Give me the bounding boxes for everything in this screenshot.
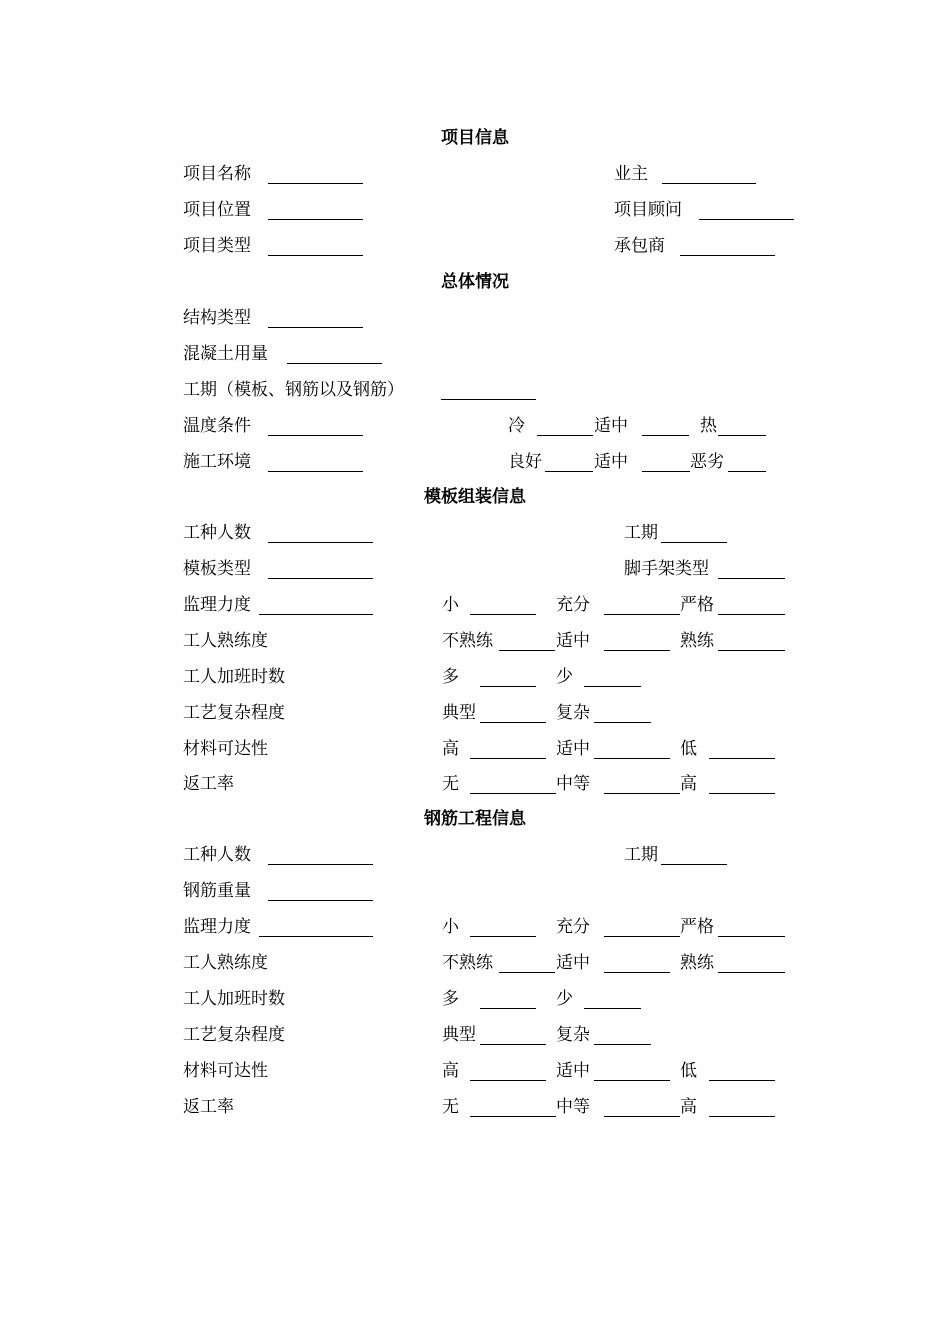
label-rb-rework: 返工率 xyxy=(183,1097,234,1117)
label-rb-ot-few: 少 xyxy=(556,989,573,1009)
label-fw-workers: 工种人数 xyxy=(183,523,251,543)
fw-cx-typical-blank[interactable] xyxy=(480,722,546,723)
environment-blank[interactable] xyxy=(268,471,363,472)
label-fw-overtime: 工人加班时数 xyxy=(183,667,285,687)
label-fw-duration: 工期 xyxy=(624,523,658,543)
label-temp-hot: 热 xyxy=(700,416,717,436)
env-bad-blank[interactable] xyxy=(728,471,766,472)
row-rb-weight xyxy=(0,880,950,904)
row-project-name xyxy=(0,163,950,187)
rb-rw-none-blank[interactable] xyxy=(470,1116,556,1117)
label-fw-rw-none: 无 xyxy=(442,774,459,794)
label-rb-material: 材料可达性 xyxy=(183,1061,268,1081)
row-fw-type xyxy=(0,558,950,582)
row-fw-supervision xyxy=(0,594,950,618)
label-rb-rw-high: 高 xyxy=(680,1097,697,1117)
label-fw-skill: 工人熟练度 xyxy=(183,631,268,651)
project-location-blank[interactable] xyxy=(268,219,363,220)
label-rb-mat-mid: 适中 xyxy=(556,1061,590,1081)
row-rb-rework xyxy=(0,1096,950,1120)
rb-ot-many-blank[interactable] xyxy=(480,1008,536,1009)
label-rb-workers: 工种人数 xyxy=(183,845,251,865)
row-fw-material xyxy=(0,738,950,762)
project-name-blank[interactable] xyxy=(268,183,363,184)
row-fw-complexity xyxy=(0,702,950,726)
rb-skill-low-blank[interactable] xyxy=(499,972,555,973)
rb-skill-mid-blank[interactable] xyxy=(604,972,670,973)
row-project-type xyxy=(0,235,950,259)
contractor-blank[interactable] xyxy=(680,255,775,256)
fw-duration-blank[interactable] xyxy=(661,542,727,543)
rb-sup-strict-blank[interactable] xyxy=(718,936,785,937)
rb-supervision-blank[interactable] xyxy=(259,936,373,937)
label-temp-moderate: 适中 xyxy=(594,416,628,436)
fw-ot-few-blank[interactable] xyxy=(584,686,641,687)
label-env-good: 良好 xyxy=(508,452,542,472)
fw-workers-blank[interactable] xyxy=(268,542,373,543)
label-environment: 施工环境 xyxy=(183,452,251,472)
row-fw-skill xyxy=(0,630,950,654)
section-title-rebar: 钢筋工程信息 xyxy=(424,809,526,829)
rb-mat-low-blank[interactable] xyxy=(709,1080,775,1081)
structure-type-blank[interactable] xyxy=(268,327,363,328)
label-rb-sup-adequate: 充分 xyxy=(556,917,590,937)
fw-type-blank[interactable] xyxy=(268,578,373,579)
label-rb-skill: 工人熟练度 xyxy=(183,953,268,973)
label-rb-mat-low: 低 xyxy=(680,1061,697,1081)
label-fw-skill-high: 熟练 xyxy=(680,631,714,651)
row-concrete-volume xyxy=(0,343,950,367)
row-fw-workers xyxy=(0,522,950,546)
section-title-formwork: 模板组装信息 xyxy=(424,487,526,507)
label-rb-weight: 钢筋重量 xyxy=(183,881,251,901)
label-fw-type: 模板类型 xyxy=(183,559,251,579)
rb-cx-typical-blank[interactable] xyxy=(480,1044,546,1045)
label-rb-skill-low: 不熟练 xyxy=(442,953,493,973)
label-fw-mat-high: 高 xyxy=(442,739,459,759)
fw-sup-strict-blank[interactable] xyxy=(718,614,785,615)
rb-workers-blank[interactable] xyxy=(268,864,373,865)
label-structure-type: 结构类型 xyxy=(183,308,251,328)
row-temperature xyxy=(0,415,950,439)
label-rb-rw-none: 无 xyxy=(442,1097,459,1117)
label-project-location: 项目位置 xyxy=(183,200,251,220)
label-rb-cx-complex: 复杂 xyxy=(556,1025,590,1045)
label-contractor: 承包商 xyxy=(614,236,665,256)
row-duration xyxy=(0,379,950,403)
fw-sup-adequate-blank[interactable] xyxy=(604,614,680,615)
rb-sup-adequate-blank[interactable] xyxy=(604,936,680,937)
label-fw-ot-few: 少 xyxy=(556,667,573,687)
label-rb-mat-high: 高 xyxy=(442,1061,459,1081)
temp-cold-blank[interactable] xyxy=(537,435,593,436)
fw-skill-low-blank[interactable] xyxy=(499,650,555,651)
label-fw-mat-low: 低 xyxy=(680,739,697,759)
rb-rw-high-blank[interactable] xyxy=(709,1116,775,1117)
label-rb-ot-many: 多 xyxy=(442,989,459,1009)
rb-weight-blank[interactable] xyxy=(268,900,373,901)
rb-cx-complex-blank[interactable] xyxy=(594,1044,651,1045)
label-fw-ot-many: 多 xyxy=(442,667,459,687)
rb-duration-blank[interactable] xyxy=(661,864,727,865)
row-rb-complexity xyxy=(0,1024,950,1048)
fw-rw-high-blank[interactable] xyxy=(709,793,775,794)
label-rb-supervision: 监理力度 xyxy=(183,917,251,937)
section-title-project-info: 项目信息 xyxy=(441,128,509,148)
label-rb-overtime: 工人加班时数 xyxy=(183,989,285,1009)
owner-blank[interactable] xyxy=(662,183,756,184)
rb-ot-few-blank[interactable] xyxy=(584,1008,641,1009)
label-temp-cold: 冷 xyxy=(508,416,525,436)
rb-skill-high-blank[interactable] xyxy=(718,972,785,973)
project-type-blank[interactable] xyxy=(268,255,363,256)
fw-rw-mid-blank[interactable] xyxy=(604,793,680,794)
consultant-blank[interactable] xyxy=(699,219,794,220)
fw-skill-high-blank[interactable] xyxy=(718,650,785,651)
row-environment xyxy=(0,451,950,475)
fw-cx-complex-blank[interactable] xyxy=(594,722,651,723)
row-rb-skill xyxy=(0,952,950,976)
label-fw-sup-small: 小 xyxy=(442,595,459,615)
fw-mat-mid-blank[interactable] xyxy=(594,758,670,759)
concrete-volume-blank[interactable] xyxy=(287,363,382,364)
temp-hot-blank[interactable] xyxy=(718,435,766,436)
env-moderate-blank[interactable] xyxy=(642,471,690,472)
label-concrete-volume: 混凝土用量 xyxy=(183,344,268,364)
temp-moderate-blank[interactable] xyxy=(642,435,689,436)
label-fw-rw-high: 高 xyxy=(680,774,697,794)
label-fw-sup-strict: 严格 xyxy=(680,595,714,615)
label-fw-cx-typical: 典型 xyxy=(442,703,476,723)
row-rb-supervision xyxy=(0,916,950,940)
fw-sup-small-blank[interactable] xyxy=(470,614,536,615)
label-scaffold-type: 脚手架类型 xyxy=(624,559,709,579)
label-rb-sup-small: 小 xyxy=(442,917,459,937)
label-rb-duration: 工期 xyxy=(624,845,658,865)
rb-mat-mid-blank[interactable] xyxy=(594,1080,670,1081)
rb-rw-mid-blank[interactable] xyxy=(604,1116,680,1117)
label-rb-skill-high: 熟练 xyxy=(680,953,714,973)
label-fw-complexity: 工艺复杂程度 xyxy=(183,703,285,723)
duration-blank[interactable] xyxy=(441,399,536,400)
row-fw-rework xyxy=(0,773,950,797)
label-fw-supervision: 监理力度 xyxy=(183,595,251,615)
label-fw-rework: 返工率 xyxy=(183,774,234,794)
label-fw-mat-mid: 适中 xyxy=(556,739,590,759)
fw-skill-mid-blank[interactable] xyxy=(604,650,670,651)
row-project-location xyxy=(0,199,950,223)
label-env-bad: 恶劣 xyxy=(690,452,724,472)
label-fw-rw-mid: 中等 xyxy=(556,774,590,794)
row-rb-material xyxy=(0,1060,950,1084)
label-fw-skill-low: 不熟练 xyxy=(442,631,493,651)
fw-supervision-blank[interactable] xyxy=(259,614,373,615)
scaffold-type-blank[interactable] xyxy=(718,578,785,579)
label-fw-material: 材料可达性 xyxy=(183,739,268,759)
section-title-general: 总体情况 xyxy=(441,272,509,292)
fw-mat-low-blank[interactable] xyxy=(709,758,775,759)
rb-sup-small-blank[interactable] xyxy=(470,936,536,937)
fw-ot-many-blank[interactable] xyxy=(480,686,536,687)
row-rb-workers xyxy=(0,844,950,868)
label-duration: 工期（模板、钢筋以及钢筋） xyxy=(183,380,404,400)
row-rb-overtime xyxy=(0,988,950,1012)
rb-mat-high-blank[interactable] xyxy=(470,1080,546,1081)
row-fw-overtime xyxy=(0,666,950,690)
label-fw-skill-mid: 适中 xyxy=(556,631,590,651)
label-owner: 业主 xyxy=(614,164,648,184)
label-consultant: 项目顾问 xyxy=(614,200,682,220)
label-rb-skill-mid: 适中 xyxy=(556,953,590,973)
label-project-name: 项目名称 xyxy=(183,164,251,184)
label-fw-sup-adequate: 充分 xyxy=(556,595,590,615)
label-project-type: 项目类型 xyxy=(183,236,251,256)
env-good-blank[interactable] xyxy=(545,471,593,472)
label-rb-complexity: 工艺复杂程度 xyxy=(183,1025,285,1045)
label-rb-rw-mid: 中等 xyxy=(556,1097,590,1117)
label-temperature: 温度条件 xyxy=(183,416,251,436)
temperature-blank[interactable] xyxy=(268,435,363,436)
fw-rw-none-blank[interactable] xyxy=(470,793,556,794)
row-structure-type xyxy=(0,307,950,331)
fw-mat-high-blank[interactable] xyxy=(470,758,546,759)
label-rb-cx-typical: 典型 xyxy=(442,1025,476,1045)
label-fw-cx-complex: 复杂 xyxy=(556,703,590,723)
label-env-moderate: 适中 xyxy=(594,452,628,472)
label-rb-sup-strict: 严格 xyxy=(680,917,714,937)
